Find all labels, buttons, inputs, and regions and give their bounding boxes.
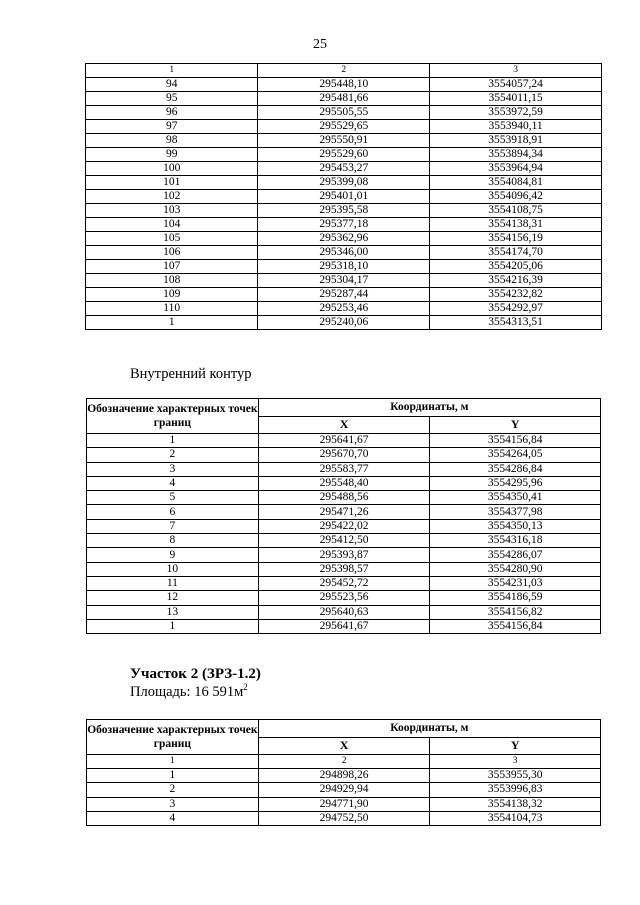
y-coordinate-cell: 3554108,75	[430, 204, 602, 218]
x-coordinate-cell: 294771,90	[258, 797, 430, 811]
y-coordinate-cell: 3554231,03	[430, 576, 601, 590]
table-header-row	[87, 399, 601, 417]
y-coordinate-cell: 3554232,82	[430, 288, 602, 302]
point-number-cell: 4	[87, 476, 259, 490]
x-coordinate-cell: 294752,50	[258, 811, 430, 825]
area-unit-superscript: 2	[243, 682, 248, 693]
y-coordinate-cell: 3554313,51	[430, 316, 602, 330]
x-coordinate-cell: 295240,06	[258, 316, 430, 330]
y-coordinate-cell: 3554186,59	[430, 591, 601, 605]
point-number-cell: 105	[86, 232, 258, 246]
x-coordinate-cell: 295287,44	[258, 288, 430, 302]
point-number-cell: 110	[86, 302, 258, 316]
point-number-cell: 11	[87, 576, 259, 590]
y-coordinate-cell: 3554264,05	[430, 448, 601, 462]
point-number-cell: 2	[87, 448, 259, 462]
table-row	[86, 232, 602, 246]
table-row	[86, 316, 602, 330]
table-row	[87, 519, 601, 533]
point-number-cell: 8	[87, 534, 259, 548]
table-row	[86, 204, 602, 218]
y-coordinate-cell: 3554350,41	[430, 491, 601, 505]
x-coordinate-cell: 295401,01	[258, 190, 430, 204]
x-coordinate-cell: 295471,26	[258, 505, 430, 519]
table-row	[86, 302, 602, 316]
y-coordinate-cell: 3554156,84	[430, 619, 601, 633]
table-row	[87, 605, 601, 619]
column-number-row	[87, 755, 601, 769]
y-coordinate-cell: 3554011,15	[430, 92, 602, 106]
point-number-cell: 2	[87, 783, 259, 797]
x-coordinate-cell: 295670,70	[258, 448, 430, 462]
table-row	[87, 576, 601, 590]
point-number-cell: 95	[86, 92, 258, 106]
plot-2-coordinates-table	[86, 719, 601, 826]
x-coordinate-cell: 295346,00	[258, 246, 430, 260]
y-coordinate-cell: 3554096,42	[430, 190, 602, 204]
point-number-cell: 1	[87, 619, 259, 633]
table-row	[86, 260, 602, 274]
table-row	[87, 462, 601, 476]
y-column-header: Y	[430, 416, 601, 434]
x-coordinate-cell: 295548,40	[258, 476, 430, 490]
x-coordinate-cell: 295481,66	[258, 92, 430, 106]
point-number-cell: 104	[86, 218, 258, 232]
point-number-cell: 9	[87, 548, 259, 562]
y-coordinate-cell: 3554104,73	[430, 811, 601, 825]
table-row	[86, 78, 602, 92]
y-coordinate-cell: 3554138,31	[430, 218, 602, 232]
table-row	[87, 434, 601, 448]
plot-2-area	[130, 684, 248, 701]
point-number-cell: 101	[86, 176, 258, 190]
table-row	[87, 619, 601, 633]
x-coordinate-cell: 295640,63	[258, 605, 430, 619]
point-number-cell: 96	[86, 106, 258, 120]
table-row	[86, 92, 602, 106]
point-number-cell: 7	[87, 519, 259, 533]
x-coordinate-cell: 295583,77	[258, 462, 430, 476]
y-coordinate-cell: 3554350,13	[430, 519, 601, 533]
table-row	[86, 148, 602, 162]
table-row	[86, 288, 602, 302]
x-coordinate-cell: 295399,08	[258, 176, 430, 190]
y-coordinate-cell: 3554156,84	[430, 434, 601, 448]
x-coordinate-cell: 295412,50	[258, 534, 430, 548]
column-number: 2	[258, 64, 430, 78]
x-coordinate-cell: 295377,18	[258, 218, 430, 232]
table-row	[86, 106, 602, 120]
point-number-cell: 6	[87, 505, 259, 519]
y-coordinate-cell: 3554156,19	[430, 232, 602, 246]
point-number-cell: 98	[86, 134, 258, 148]
point-number-cell: 108	[86, 274, 258, 288]
x-coordinate-cell: 295641,67	[258, 434, 430, 448]
x-coordinate-cell: 295452,72	[258, 576, 430, 590]
point-number-cell: 99	[86, 148, 258, 162]
x-coordinate-cell: 295398,57	[258, 562, 430, 576]
table-row	[87, 548, 601, 562]
column-number: 1	[86, 64, 258, 78]
table-row	[87, 476, 601, 490]
y-coordinate-cell: 3554057,24	[430, 78, 602, 92]
inner-contour-caption: Внутренний контур	[130, 366, 252, 382]
x-coordinate-cell: 295505,55	[258, 106, 430, 120]
x-coordinate-cell: 295362,96	[258, 232, 430, 246]
point-number-cell: 12	[87, 591, 259, 605]
x-coordinate-cell: 295393,87	[258, 548, 430, 562]
point-number-cell: 100	[86, 162, 258, 176]
point-number-cell: 94	[86, 78, 258, 92]
table-row	[87, 505, 601, 519]
y-coordinate-cell: 3553964,94	[430, 162, 602, 176]
x-coordinate-cell: 295318,10	[258, 260, 430, 274]
table-row	[86, 190, 602, 204]
plot-2-area-label: Площадь: 16 591м	[130, 684, 244, 700]
y-coordinate-cell: 3554174,70	[430, 246, 602, 260]
table-header-row	[87, 720, 601, 738]
column-number: 3	[430, 64, 602, 78]
point-number-cell: 103	[86, 204, 258, 218]
x-coordinate-cell: 295523,56	[258, 591, 430, 605]
x-coordinate-cell: 295395,58	[258, 204, 430, 218]
point-number-cell: 102	[86, 190, 258, 204]
column-number: 1	[87, 755, 259, 769]
y-coordinate-cell: 3554295,96	[430, 476, 601, 490]
table-row	[86, 134, 602, 148]
y-coordinate-cell: 3554138,32	[430, 797, 601, 811]
point-number-cell: 13	[87, 605, 259, 619]
x-coordinate-cell: 294898,26	[258, 769, 430, 783]
table-row	[86, 162, 602, 176]
points-column-header: Обозначение характерных точек границ	[87, 720, 259, 755]
y-coordinate-cell: 3553996,83	[430, 783, 601, 797]
point-number-cell: 106	[86, 246, 258, 260]
plot-2-title: Участок 2 (ЗРЗ-1.2)	[130, 666, 261, 682]
point-number-cell: 10	[87, 562, 259, 576]
coordinates-table-continuation	[85, 63, 602, 330]
y-coordinate-cell: 3553972,59	[430, 106, 602, 120]
x-coordinate-cell: 295304,17	[258, 274, 430, 288]
x-coordinate-cell: 294929,94	[258, 783, 430, 797]
coordinates-column-header: Координаты, м	[258, 399, 600, 417]
table-row	[86, 120, 602, 134]
y-coordinate-cell: 3554156,82	[430, 605, 601, 619]
x-coordinate-cell: 295253,46	[258, 302, 430, 316]
x-coordinate-cell: 295488,56	[258, 491, 430, 505]
y-coordinate-cell: 3554286,07	[430, 548, 601, 562]
table-row	[87, 534, 601, 548]
table-row	[86, 246, 602, 260]
y-coordinate-cell: 3554084,81	[430, 176, 602, 190]
y-coordinate-cell: 3553940,11	[430, 120, 602, 134]
y-coordinate-cell: 3554316,18	[430, 534, 601, 548]
inner-contour-table	[86, 398, 601, 634]
x-column-header: X	[258, 416, 430, 434]
coordinates-column-header: Координаты, м	[258, 720, 600, 738]
point-number-cell: 109	[86, 288, 258, 302]
point-number-cell: 1	[87, 769, 259, 783]
y-coordinate-cell: 3554280,90	[430, 562, 601, 576]
table-row	[86, 274, 602, 288]
point-number-cell: 97	[86, 120, 258, 134]
table-row	[86, 218, 602, 232]
point-number-cell: 5	[87, 491, 259, 505]
point-number-cell: 1	[87, 434, 259, 448]
point-number-cell: 3	[87, 462, 259, 476]
y-coordinate-cell: 3554286,84	[430, 462, 601, 476]
x-coordinate-cell: 295550,91	[258, 134, 430, 148]
y-coordinate-cell: 3553955,30	[430, 769, 601, 783]
table-row	[86, 176, 602, 190]
y-coordinate-cell: 3554377,98	[430, 505, 601, 519]
table-row	[87, 448, 601, 462]
x-coordinate-cell: 295529,60	[258, 148, 430, 162]
y-coordinate-cell: 3554216,39	[430, 274, 602, 288]
column-number: 3	[430, 755, 601, 769]
column-number: 2	[258, 755, 430, 769]
point-number-cell: 1	[86, 316, 258, 330]
column-number-row	[86, 64, 602, 78]
x-coordinate-cell: 295641,67	[258, 619, 430, 633]
x-coordinate-cell: 295453,27	[258, 162, 430, 176]
table-row	[87, 797, 601, 811]
point-number-cell: 3	[87, 797, 259, 811]
table-row	[87, 562, 601, 576]
x-coordinate-cell: 295422,02	[258, 519, 430, 533]
x-coordinate-cell: 295448,10	[258, 78, 430, 92]
x-column-header: X	[258, 737, 430, 755]
y-coordinate-cell: 3553918,91	[430, 134, 602, 148]
table-row	[87, 591, 601, 605]
table-row	[87, 491, 601, 505]
y-column-header: Y	[430, 737, 601, 755]
page-number: 25	[313, 37, 327, 52]
point-number-cell: 4	[87, 811, 259, 825]
y-coordinate-cell: 3554292,97	[430, 302, 602, 316]
table-row	[87, 783, 601, 797]
points-column-header: Обозначение характерных точек границ	[87, 399, 259, 434]
table-row	[87, 811, 601, 825]
table-row	[87, 769, 601, 783]
point-number-cell: 107	[86, 260, 258, 274]
y-coordinate-cell: 3553894,34	[430, 148, 602, 162]
x-coordinate-cell: 295529,65	[258, 120, 430, 134]
y-coordinate-cell: 3554205,06	[430, 260, 602, 274]
